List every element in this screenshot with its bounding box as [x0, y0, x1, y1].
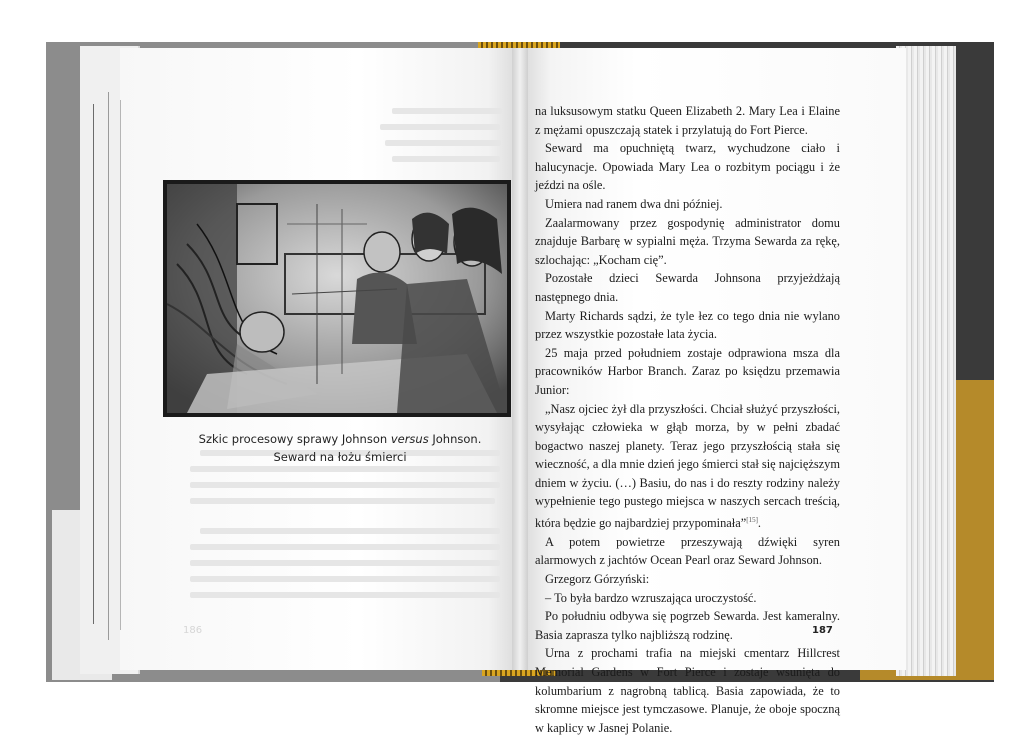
page-edge-line	[120, 100, 121, 630]
paragraph: Po południu odbywa się pogrzeb Sewarda. Jest kameralny. Basia zaprasza tylko najbliższą rodzinę.	[535, 609, 840, 642]
bleed-through-text	[190, 560, 500, 566]
bleed-through-text	[190, 592, 500, 598]
bleed-through-text	[190, 482, 500, 488]
illustration-caption-line2: Seward na łożu śmierci	[273, 450, 407, 464]
sketch-drawing	[167, 184, 507, 413]
bleed-through-text	[392, 156, 500, 162]
paragraph: Umiera nad ranem dwa dni później.	[545, 196, 723, 211]
bleed-through-text	[190, 544, 500, 550]
paragraph: Zaalarmowany przez gospodynię administrator domu znajduje Barbarę w sypialni męża. Trzyma Sewarda za rękę, szlochając: „Kocham cię”.	[535, 215, 840, 267]
page-edge-line	[93, 104, 94, 624]
page-number: 187	[812, 625, 833, 636]
paragraph: Pozostałe dzieci Sewarda Johnsona przyjeżdżają następnego dnia.	[535, 271, 840, 304]
paragraph: Grzegorz Górzyński:	[545, 571, 650, 586]
bleed-through-text	[392, 108, 502, 114]
bleed-through-page-number: 186	[183, 625, 203, 636]
page-edge-line	[108, 92, 109, 640]
paragraph: na luksusowym statku Queen Elizabeth 2. Mary Lea i Elaine z mężami opuszczają statek i przylatują do Fort Pierce.	[535, 104, 840, 137]
paragraph: Seward ma opuchniętą twarz, wychudzone ciało i halucynacje. Opowiada Mary Lea o rozbitym pociągu i że jeździ na ośle.	[535, 141, 840, 193]
paragraph: Marty Richards sądzi, że tyle łez co tego dnia nie wylano przez wszystkie pozostałe lata życia.	[535, 308, 840, 342]
page-gutter	[512, 48, 528, 670]
paragraph: 25 maja przed południem zostaje odprawiona msza dla pracowników Harbor Branch. Zaraz po księdzu przemawia Junior:	[535, 345, 840, 397]
bleed-through-text	[190, 498, 495, 504]
bleed-through-text	[385, 140, 501, 146]
bleed-through-text	[380, 124, 500, 130]
bleed-through-text	[190, 576, 500, 582]
illustration-caption-line1: Szkic procesowy sprawy Johnson versus Johnson.	[198, 432, 482, 446]
footnote-marker[interactable]: [15]	[746, 516, 758, 525]
bleed-through-text	[190, 466, 500, 472]
paragraph: Urna z prochami trafia na miejski cmentarz Hillcrest Memorial Gardens w Fort Pierce i zostaje wsunięta do kolumbarium z nagrobną tablicą. Basia zapowiada, że to skromne miejsce jest tymczasowe. Planuje, że oboje spoczną w kaplicy w Jasnej Polanie.	[535, 646, 840, 735]
courtroom-sketch-illustration	[163, 180, 511, 417]
bleed-through-text	[200, 528, 500, 534]
right-page-text	[535, 102, 840, 737]
paragraph: – To była bardzo wzruszająca uroczystość.	[545, 590, 757, 605]
quote-paragraph: „Nasz ojciec żył dla przyszłości. Chciał służyć przyszłości, wysyłając człowieka w głąb morza, by w pełni zbadać bogactwo naszej planety. Teraz jego przyszłością stała się wieczność, a dla mnie dzień jego śmierci stał się najcięższym dniem w życiu. (…) Basiu, do nas i do reszty rodziny należy wypełnienie tego pustego miejsca w naszych sercach treścią, która będzie go najbardziej przypominała”[15].	[535, 401, 840, 531]
paragraph: A potem powietrze przeszywają dźwięki syren alarmowych z jachtów Ocean Pearl oraz Seward Johnson.	[535, 534, 840, 568]
